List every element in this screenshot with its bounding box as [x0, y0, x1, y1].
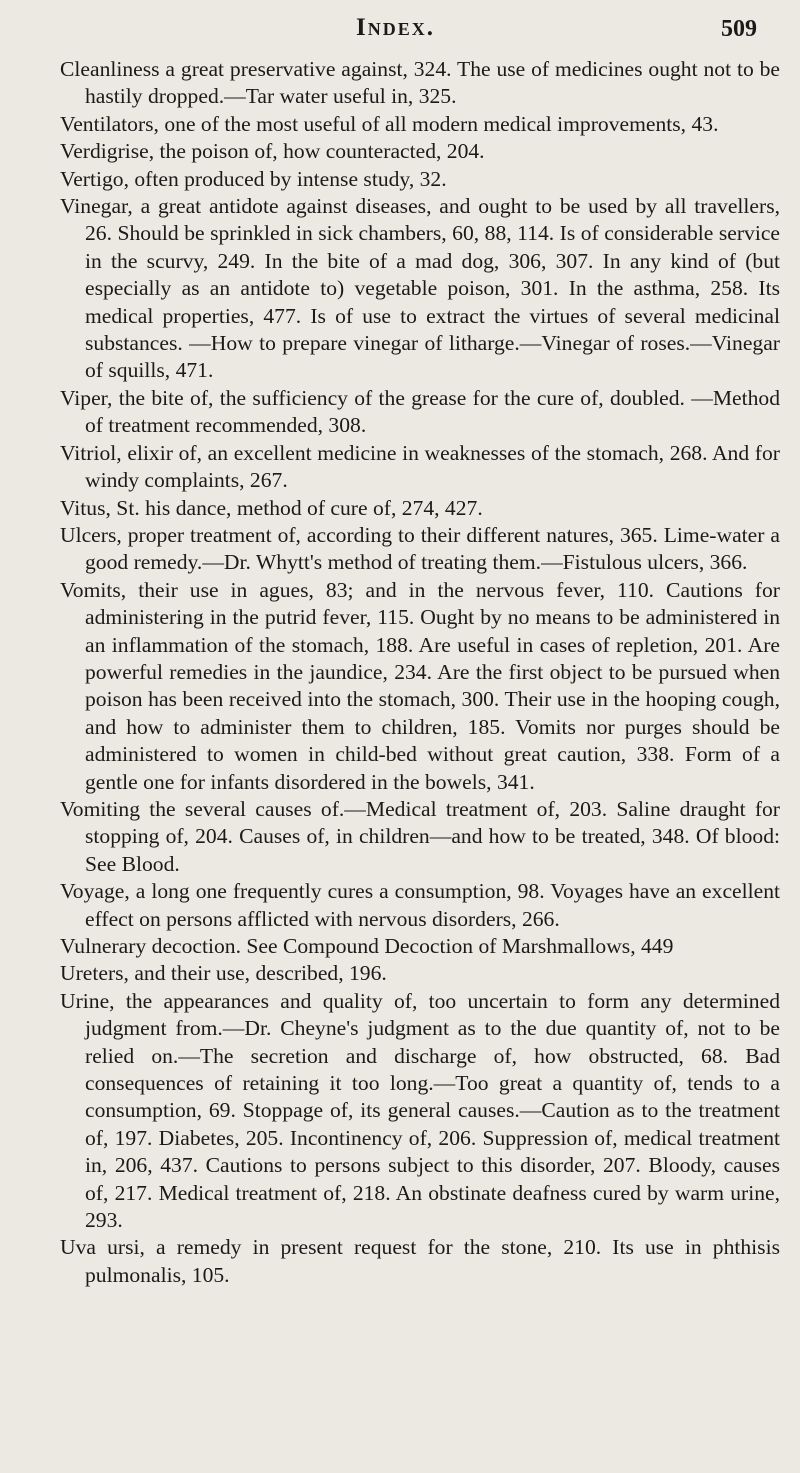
entry-head: Voyage, [60, 879, 130, 904]
index-entries [60, 56, 780, 1289]
entry-head: Vitus, [60, 495, 111, 520]
index-entry-ulcers [60, 522, 780, 577]
entry-head: Cleanliness [60, 57, 160, 81]
entry-head: Ventilators, [60, 111, 159, 136]
index-entry-uva-ursi [60, 1234, 780, 1289]
entry-head: Uva ursi, [60, 1235, 145, 1260]
entry-text: the appearances and quality of, too uncertain to form any determined judgment from.—Dr. Cheyne's judgment as to the due quantity of, not to be relied on.—The secretion and discharge of, how obstructed, 68. Bad consequences of retaining it too long.—Too great a quantity of, tends to a consumption, 69. Stoppage of, its general causes.—Caution as to the treatment of, 197. Diabetes, 205. Incontinency of, 206. Suppression of, medical treatment in, 206, 437. Cautions to persons subject to this disorder, 207. Bloody, causes of, 217. Medical treatment of, 218. An obstinate deafness cured by warm urine, 293. [85, 988, 780, 1233]
entry-text: proper treatment of, according to their different natures, 365. Lime-water a good remedy.—Dr. Whytt's method of treating them.—Fistulous ulcers, 366. [85, 522, 780, 575]
entry-text: a great preservative against, 324. The use of medicines ought not to be hastily dropped.—Tar water useful in, 325. [85, 57, 780, 109]
entry-text: St. his dance, method of cure of, 274, 427. [110, 495, 483, 520]
entry-head: Ulcers, [60, 522, 122, 547]
index-entry-ureters [60, 960, 780, 987]
entry-text: often produced by intense study, 32. [128, 166, 447, 191]
entry-text: one of the most useful of all modern medical improvements, 43. [158, 111, 719, 136]
entry-head: Urine, [60, 988, 115, 1013]
running-head-title: Index. [356, 14, 435, 41]
entry-text: the bite of, the sufficiency of the grease for the cure of, doubled. —Method of treatment recommended, 308. [85, 385, 780, 438]
index-entry-verdigrise [60, 138, 780, 165]
entry-text: the poison of, how counteracted, 204. [154, 139, 485, 164]
entry-text: a long one frequently cures a consumption, 98. Voyages have an excellent effect on persons afflicted with nervous disorders, 266. [85, 879, 780, 931]
index-entry-ventilators [60, 111, 780, 138]
index-entry-vertigo [60, 166, 780, 193]
index-entry-urine [60, 988, 780, 1235]
index-entry-cleanliness [60, 56, 780, 111]
index-entry-viper [60, 385, 780, 440]
index-entry-voyage [60, 878, 780, 933]
entry-text: decoction. See Compound Decoction of Marshmallows, 449 [146, 934, 674, 958]
entry-text: the several causes of.—Medical treatment of, 203. Saline draught for stopping of, 204. Causes of, in children—and how to be treated, 348. Of blood: See Blood. [85, 796, 780, 876]
entry-head: Vulnerary [60, 934, 147, 958]
index-entry-vitriol [60, 440, 780, 495]
entry-head: Viper, [60, 385, 113, 410]
entry-text: a great antidote against diseases, and ought to be used by all travellers, 26. Should be sprinkled in sick chambers, 60, 88, 114. Is of considerable service in the scurvy, 249. In the bite of a mad dog, 306, 307. In any kind of (but especially as an antidote to) vegetable poison, 301. In the asthma, 258. Its medical properties, 477. Is of use to extract the virtues of several medicinal substances. —How to prepare vinegar of litharge.—Vinegar of roses.—Vinegar of squills, 471. [85, 194, 780, 383]
entry-text: and their use, described, 196. [128, 961, 387, 986]
entry-head: Ureters, [60, 961, 129, 986]
entry-head: Vinegar, [60, 194, 133, 219]
entry-head: Vitriol, [60, 440, 122, 465]
index-entry-vulnerary [60, 933, 780, 960]
index-entry-vomiting [60, 796, 780, 878]
running-head [0, 14, 800, 54]
entry-head: Verdigrise, [60, 139, 155, 164]
entry-text: their use in agues, 83; and in the nervous fever, 110. Cautions for administering in the putrid fever, 115. Ought by no means to be administered in an inflammation of the stomach, 188. Are useful in cases of repletion, 201. Are powerful remedies in the jaundice, 234. Are the first object to be pursued when poison has been received into the stomach, 300. Their use in the hooping cough, and how to administer them to children, 185. Vomits nor purges should be administered to women in child-bed without great caution, 338. Form of a gentle one for infants disordered in the bowels, 341. [85, 577, 780, 794]
index-entry-vitus [60, 495, 780, 522]
index-entry-vomits [60, 577, 780, 796]
entry-text: a remedy in present request for the stone, 210. Its use in phthisis pulmonalis, 105. [85, 1235, 780, 1287]
entry-text: elixir of, an excellent medicine in weaknesses of the stomach, 268. And for windy complaints, 267. [85, 440, 780, 493]
entry-head: Vomits, [60, 577, 127, 602]
page-number: 509 [721, 16, 757, 42]
entry-head: Vertigo, [60, 166, 129, 191]
entry-head: Vomiting [60, 796, 140, 821]
index-entry-vinegar [60, 193, 780, 385]
